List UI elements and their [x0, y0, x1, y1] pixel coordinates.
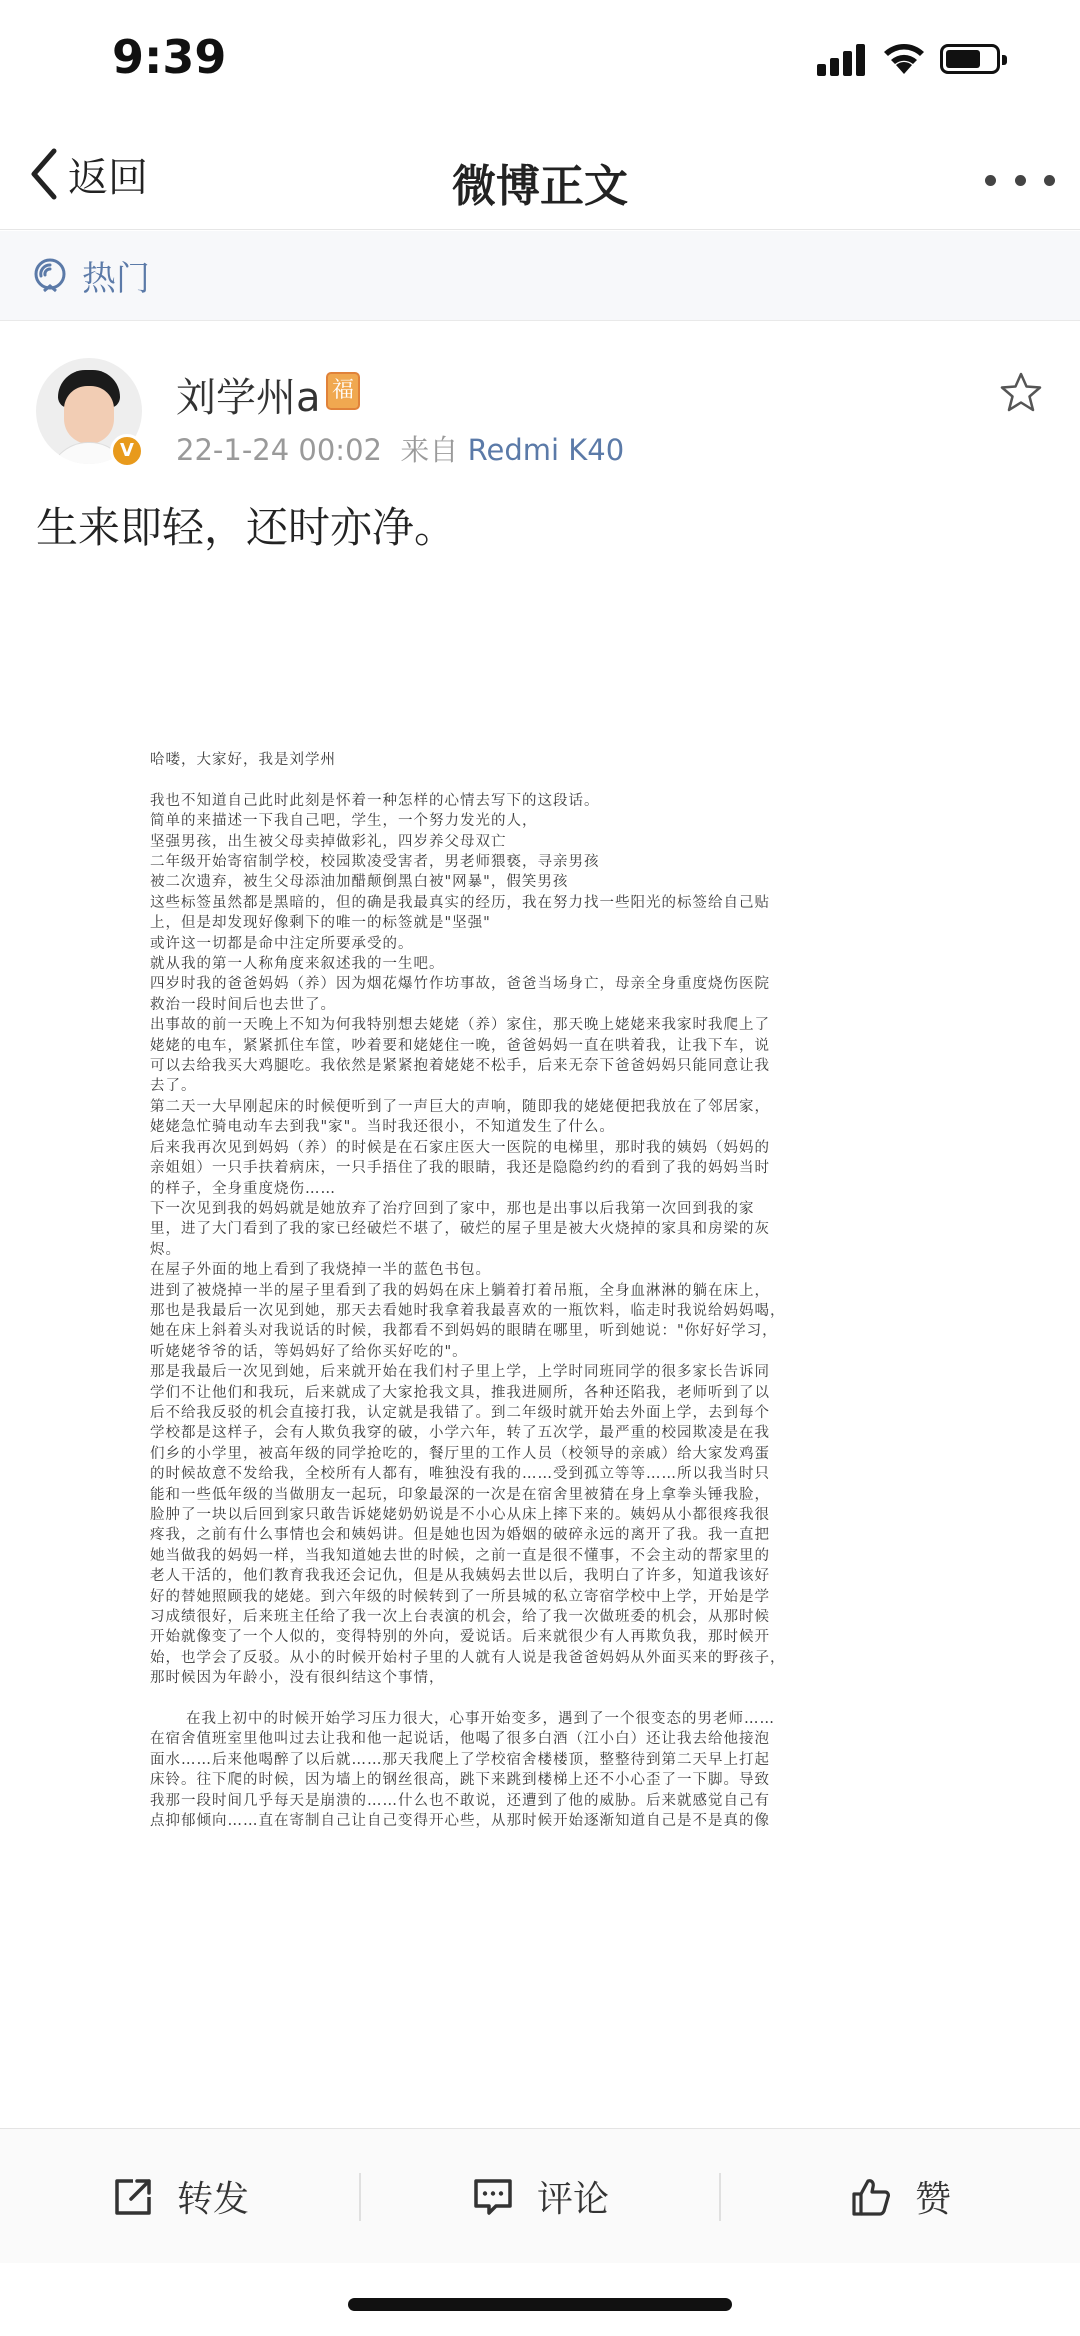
comment-label: 评论 — [536, 2179, 609, 2220]
more-dot-icon — [1015, 175, 1026, 186]
document-line: 出事故的前一天晚上不知为何我特别想去姥姥（养）家住，那天晚上姥姥来我家时我爬上了 — [150, 1017, 770, 1034]
document-line: 哈喽，大家好，我是刘学州 — [150, 752, 336, 768]
document-line: 这些标签虽然都是黑暗的，但的确是我最真实的经历，我在努力找一些阳光的标签给自己贴 — [150, 894, 770, 911]
document-line — [150, 770, 910, 790]
document-line: 可以去给我买大鸡腿吃。我依然是紧紧抱着姥姥不松手，后来无奈下爸爸妈妈只能同意让我 — [150, 1058, 770, 1075]
document-line: 老人干活的，他们教育我我还会记仇，但是从我姨妈去世以后，我明白了许多，知道我该好 — [150, 1568, 770, 1585]
document-line: 床铃。往下爬的时候，因为墙上的钢丝很高，跳下来跳到楼梯上还不小心歪了一下脚。导致 — [150, 1772, 770, 1789]
source-device: Redmi K40 — [467, 433, 625, 467]
status-time: 9:39 — [112, 30, 227, 84]
document-line: 在屋子外面的地上看到了我烧掉一半的蓝色书包。 — [150, 1262, 491, 1279]
nav-bar — [0, 120, 1080, 230]
document-line: 那是我最后一次见到她，后来就开始在我们村子里上学，上学时同班同学的很多家长告诉同 — [150, 1364, 770, 1381]
document-line: 能和一些低年级的当做朋友一起玩，印象最深的一次是在宿舍里被猜在身上拿拳头锤我脸， — [150, 1486, 770, 1503]
document-line: 始，也学会了反驳。从小的时候开始村子里的人就有人说是我爸爸妈妈从外面买来的野孩子， — [150, 1649, 786, 1666]
status-bar — [0, 0, 1080, 120]
repost-button[interactable] — [0, 2129, 360, 2264]
more-button[interactable] — [985, 170, 1055, 190]
repost-label: 转发 — [176, 2179, 249, 2220]
document-line: 我那一段时间几乎每天是崩溃的……什么也不敢说，还遭到了他的威胁。后来就感觉自己有 — [150, 1792, 770, 1809]
document-line: 姥姥的电车，紧紧抓住车筐，吵着要和姥姥住一晚，爸爸妈妈一直在哄着我，让我下车，说 — [150, 1037, 770, 1054]
more-dot-icon — [1044, 175, 1055, 186]
document-line: 里，进了大门看到了我的家已经破烂不堪了，破烂的屋子里是被大火烧掉的家具和房梁的灰 — [150, 1221, 770, 1238]
document-line: 那时候因为年龄小，没有很纠结这个事情， — [150, 1670, 445, 1687]
comment-button[interactable] — [360, 2129, 720, 2264]
document-line: 去了。 — [150, 1078, 197, 1095]
thumbs-up-icon — [849, 2175, 893, 2219]
document-line: 那也是我最后一次见到她，那天去看她时我拿着我最喜欢的一瓶饮料，临走时我说给妈妈喝， — [150, 1302, 786, 1319]
document-line: 二年级开始寄宿制学校，校园欺凌受害者，男老师猥亵，寻亲男孩 — [150, 854, 600, 871]
document-line: 或许这一切都是命中注定所要承受的。 — [150, 935, 414, 952]
document-line: 上，但是却发现好像剩下的唯一的标签就是"坚强" — [150, 915, 491, 932]
document-line: 简单的来描述一下我自己吧，学生，一个努力发光的人， — [150, 813, 538, 830]
document-line: 后来我再次见到妈妈（养）的时候是在石家庄医大一医院的电梯里，那时我的姨妈（妈妈的 — [150, 1139, 770, 1156]
document-line: 学们不让他们和我玩，后来就成了大家抢我文具，推我进厕所，各种还陷我，老师听到了以 — [150, 1384, 770, 1401]
action-bar — [0, 2128, 1080, 2263]
document-line: 就从我的第一人称角度来叙述我的一生吧。 — [150, 956, 445, 973]
document-line: 学校都是这样子，会有人欺负我穿的破，小学六年，转了五次学，最严重的校园欺凌是在我 — [150, 1425, 770, 1442]
document-line: 好的替她照顾我的姥姥。到六年级的时候转到了一所县城的私立寄宿学校中上学，开始是学 — [150, 1588, 770, 1605]
home-indicator — [348, 2298, 732, 2311]
document-line: 第二天一大早刚起床的时候便听到了一声巨大的声响，随即我的姥姥便把我放在了邻居家， — [150, 1098, 770, 1115]
hot-bar[interactable] — [0, 231, 1080, 321]
back-label: 返回 — [68, 154, 148, 201]
wifi-icon — [880, 36, 928, 76]
document-line: 她当做我的妈妈一样，当我知道她去世的时候，之前一直是很不懂事，不会主动的帮家里的 — [150, 1547, 770, 1564]
document-line: 疼我，之前有什么事情也会和姨妈讲。但是她也因为婚姻的破碎永远的离开了我。我一直把 — [150, 1527, 770, 1544]
post-meta — [176, 428, 624, 469]
post-image-document[interactable] — [150, 740, 910, 2130]
author-header — [0, 350, 1080, 480]
document-line: 的时候故意不发给我，全校所有人都有，唯独没有我的……受到孤立等等……所以我当时只 — [150, 1466, 770, 1483]
document-line: 面水……后来他喝醉了以后就……那天我爬上了学校宿舍楼楼顶，整整待到第二天早上打起 — [150, 1751, 770, 1768]
document-line: 在宿舍值班室里他叫过去让我和他一起说话，他喝了很多白酒（江小白）还让我去给他接泡 — [150, 1731, 770, 1748]
page-title: 微博正文 — [452, 161, 628, 212]
document-line: 下一次见到我的妈妈就是她放弃了治疗回到了家中，那也是出事以后我第一次回到我的家 — [150, 1200, 755, 1217]
document-line: 烬。 — [150, 1241, 181, 1258]
document-line: 后不给我反驳的机会直接打我，认定就是我错了。到二年级时就开始去外面上学，去到每个 — [150, 1404, 770, 1421]
document-line: 点抑郁倾向……直在寄制自己让自己变得开心些，从那时候开始逐渐知道自己是不是真的像 — [150, 1813, 770, 1830]
hot-label: 热门 — [82, 259, 150, 299]
document-line: 听姥姥爷爷的话，等妈妈好了给你买好吃的"。 — [150, 1343, 468, 1360]
document-line: 在我上初中的时候开始学习压力很大，心事开始变多，遇到了一个很变态的男老师…… — [186, 1711, 775, 1728]
comment-icon — [471, 2175, 515, 2219]
fu-badge: 福 — [326, 372, 360, 410]
cellular-signal-icon — [817, 42, 867, 76]
document-line: 习成绩很好，后来班主任给了我一次上台表演的机会，给了我一次做班委的机会，从那时候 — [150, 1609, 770, 1626]
author-name[interactable]: 刘学州a — [176, 375, 321, 421]
post-timestamp: 22-1-24 00:02 — [176, 433, 382, 467]
document-line: 救治一段时间后也去世了。 — [150, 996, 336, 1013]
document-line: 坚强男孩，出生被父母卖掉做彩礼，四岁养父母双亡 — [150, 833, 507, 850]
post-text: 生来即轻，还时亦净。 — [36, 503, 457, 552]
document-line: 开始就像变了一个人似的，变得特别的外向，爱说话。后来就很少有人再欺负我，那时候开 — [150, 1629, 770, 1646]
hot-icon — [32, 257, 68, 295]
document-line: 的样子，全身重度烧伤…… — [150, 1180, 336, 1197]
favorite-star-icon[interactable] — [998, 370, 1044, 416]
like-button[interactable] — [720, 2129, 1080, 2264]
verified-badge-icon: V — [110, 434, 144, 468]
battery-icon — [940, 44, 1000, 74]
document-line: 姥姥急忙骑电动车去到我"家"。当时我还很小，不知道发生了什么。 — [150, 1119, 615, 1136]
document-line: 亲姐姐）一只手扶着病床，一只手捂住了我的眼睛，我还是隐隐约约的看到了我的妈妈当时 — [150, 1160, 770, 1177]
more-dot-icon — [985, 175, 996, 186]
share-icon — [111, 2175, 155, 2219]
document-line: 我也不知道自己此时此刻是怀着一种怎样的心情去写下的这段话。 — [150, 792, 600, 809]
source-prefix: 来自 — [400, 433, 459, 467]
document-line: 被二次遗弃，被生父母添油加醋颠倒黑白被"网暴"，假笑男孩 — [150, 874, 569, 891]
document-line — [150, 1689, 910, 1709]
document-line: 四岁时我的爸爸妈妈（养）因为烟花爆竹作坊事故，爸爸当场身亡，母亲全身重度烧伤医院 — [150, 976, 770, 993]
like-label: 赞 — [914, 2179, 951, 2220]
document-line: 脸肿了一块以后回到家只敢告诉姥姥奶奶说是不小心从床上摔下来的。姨妈从小都很疼我很 — [150, 1507, 770, 1524]
document-line: 她在床上斜着头对我说话的时候，我都看不到妈妈的眼睛在哪里，听到她说："你好好学习， — [150, 1323, 778, 1340]
document-line: 们乡的小学里，被高年级的同学抢吃的，餐厅里的工作人员（校领导的亲戚）给大家发鸡蛋 — [150, 1445, 770, 1462]
document-line: 进到了被烧掉一半的屋子里看到了我的妈妈在床上躺着打着吊瓶，全身血淋淋的躺在床上， — [150, 1282, 770, 1299]
